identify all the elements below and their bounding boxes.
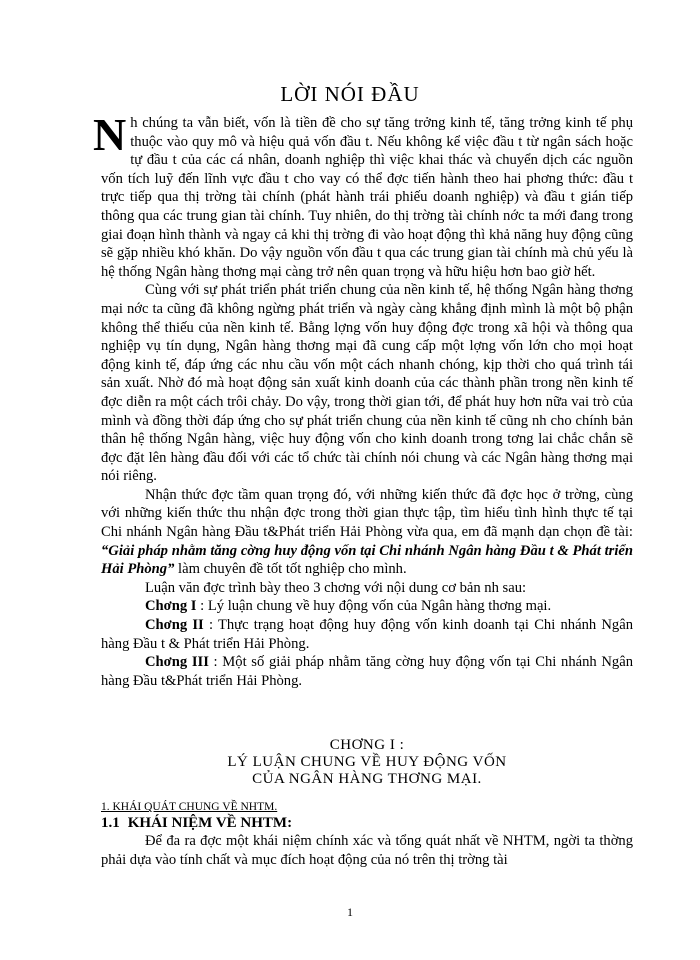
- chapter-3-label: Chơng III: [145, 654, 209, 671]
- topic-tail: làm chuyên đề tốt tốt nghiệp cho mình.: [174, 561, 407, 578]
- paragraph-1-text: h chúng ta vẫn biết, vốn là tiền đề cho sự tăng trởng kinh tế, tăng trởng kinh tế phụ thuộc vào quy mô và hiệu quả vốn đầu t. Nếu không kể việc đầu t từ ngân sách hoặc tự đầu t của các cá nhân, doanh nghiệp thì việc khai thác và chuyển dịch các nguồn vốn tích luỹ đến lĩnh vực đầu t cho vay có thể đợc tiến hành theo hai phơng thức: đầu t trực tiếp qua thị trờng tài chính (phát hành trái phiếu doanh nghiệp) và đầu t gián tiếp thông qua các trung gian tài chính. Tuy nhiên, do thị trờng tài chính nớc ta mới đang trong giai đoạn hình thành và ngay cả khi thị trờng đi vào hoạt động thì khả năng huy động cũng sẽ gặp nhiều khó khăn. Do vậy nguồn vốn đầu t qua các trung gian tài chính mà chủ yếu là hệ thống Ngân hàng thơng mại càng trở nên quan trọng và hữu hiệu hơn bao giờ hết.: [101, 115, 633, 280]
- chapter-heading: [101, 737, 633, 788]
- paragraph-3: [101, 486, 633, 579]
- outline-chapter-2: [101, 616, 633, 653]
- chapter-heading-line-1: CHƠNG I :: [329, 737, 405, 753]
- page-number: 1: [347, 905, 353, 919]
- paragraph-1: [93, 109, 633, 281]
- main-body: [93, 109, 633, 690]
- page-title: LỜI NÓI ĐẦU: [280, 82, 420, 106]
- paragraph-definition: Để đa ra đợc một khái niệm chính xác và tổng quát nhất về NHTM, ngời ta thờng phải dựa vào tính chất và mục đích hoạt động của nó trên thị trờng tài: [101, 833, 633, 868]
- outline-intro: Luận văn đợc trình bày theo 3 chơng với nội dung cơ bản nh sau:: [145, 579, 527, 596]
- topic-title: “Giải pháp nhằm tăng cờng huy động vốn tại Chi nhánh Ngân hàng Đầu t & Phát triển Hải Phòng”: [101, 542, 633, 578]
- chapter-1-text: : Lý luận chung về huy động vốn của Ngân hàng thơng mại.: [196, 598, 552, 615]
- chapter-2-text: : Thực trạng hoạt động huy động vốn kinh doanh tại Chi nhánh Ngân hàng Đầu t & Phát triển Hải Phòng.: [101, 617, 633, 652]
- chapter-heading-line-3: CỦA NGÂN HÀNG THƠNG MẠI.: [252, 771, 482, 787]
- chapter-2-label: Chơng II: [145, 617, 204, 634]
- paragraph-2: Cùng với sự phát triển phát triển chung của nền kinh tế, hệ thống Ngân hàng thơng mại nớc ta cũng đã không ngừng phát triển và ngày càng khẳng định mình là một bộ phận không thể thiếu của nền kinh tế. Bằng lợng vốn huy động đợc trong xã hội và thông qua nghiệp vụ tín dụng, Ngân hàng thơng mại đã cung cấp một lợng vốn lớn cho mọi hoạt động kinh tế, đáp ứng các nhu cầu vốn một cách nhanh chóng, kịp thời cho quá trình tái sản xuất. Nhờ đó mà hoạt động sản xuất kinh doanh của các thành phần trong nền kinh tế đợc diễn ra một cách trôi chảy. Do vậy, trong thời gian tới, để phát huy hơn nữa vai trò của mình và đồng thời đáp ứng cho sự phát triển chung của nền kinh tế cũng nh cho chính bản thân hệ thống Ngân hàng, việc huy động vốn cho kinh doanh trong tơng lai chắc chắn sẽ đợc đặt lên hàng đầu đối với các tổ chức tài chính nói chung và các Ngân hàng thơng mại nói riêng.: [101, 282, 633, 485]
- chapter-1-label: Chơng I: [145, 598, 197, 615]
- section-1-1-title: KHÁI NIỆM VỀ NHTM:: [127, 815, 293, 831]
- section-1-1-number: 1.1: [101, 815, 120, 831]
- outline-chapter-3: [101, 653, 633, 690]
- chapter-heading-line-2: LÝ LUẬN CHUNG VỀ HUY ĐỘNG VỐN: [227, 754, 507, 770]
- paragraph-3-text: Nhận thức đợc tầm quan trọng đó, với những kiến thức đã đợc học ở trờng, cùng với những kiến thức thu nhận đợc trong thời gian thực tập, tìm hiểu tình hình thực tế tại Chi nhánh Ngân hàng Đầu t&Phát triển Hải Phòng vừa qua, em đã mạnh dạn chọn đề tài:: [101, 486, 633, 541]
- section-1-heading: 1. KHÁI QUÁT CHUNG VỀ NHTM.: [101, 801, 278, 813]
- outline-chapter-1: [101, 597, 633, 616]
- chapter-3-text: : Một số giải pháp nhằm tăng cờng huy động vốn tại Chi nhánh Ngân hàng Đầu t&Phát triển Hải Phòng.: [101, 654, 633, 689]
- drop-cap: N: [93, 109, 127, 160]
- section-1-1-heading: [101, 815, 292, 832]
